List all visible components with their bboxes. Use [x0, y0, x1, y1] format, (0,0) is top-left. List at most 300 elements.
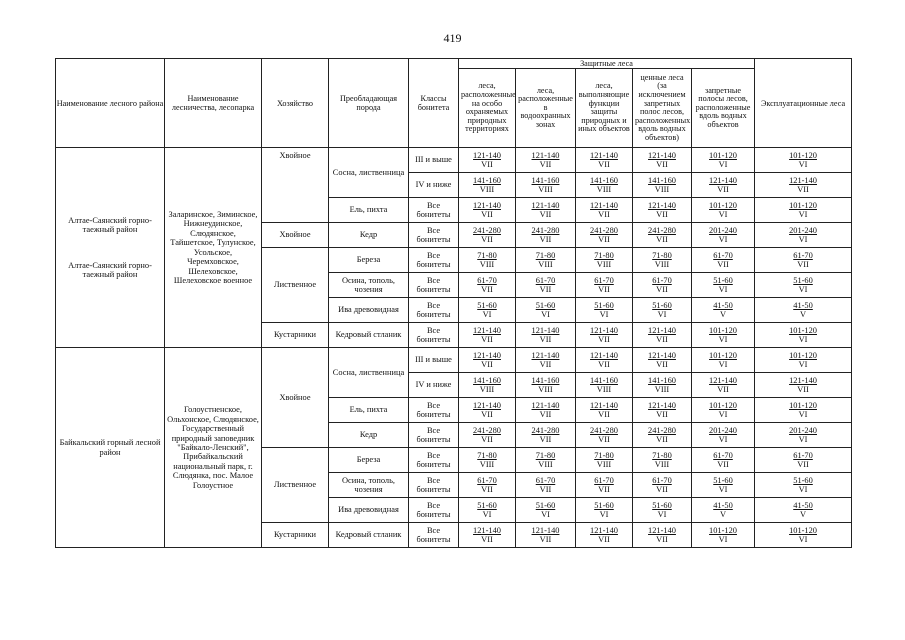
protective-value-cell — [516, 423, 576, 448]
age-range: 121-140 — [531, 400, 560, 410]
age-class: VII — [797, 185, 809, 195]
protective-value-cell — [633, 448, 692, 473]
protective-value-cell — [576, 473, 633, 498]
protective-value-cell — [459, 473, 516, 498]
age-range: 121-140 — [590, 350, 618, 360]
age-range: 241-280 — [473, 425, 501, 435]
age-range: 51-60 — [535, 300, 556, 310]
protective-value-cell — [459, 248, 516, 273]
age-class: VII — [481, 235, 493, 245]
age-range: 141-160 — [648, 175, 676, 185]
species-cell: Береза — [329, 248, 409, 273]
age-class: VI — [798, 410, 808, 420]
age-range: 61-70 — [535, 275, 556, 285]
species-cell: Осина, тополь, чозения — [329, 473, 409, 498]
age-class: VII — [481, 335, 493, 345]
species-cell: Кедровый стланик — [329, 523, 409, 548]
species-cell: Кедр — [329, 223, 409, 248]
age-class: V — [800, 510, 807, 520]
age-range: 141-160 — [531, 375, 560, 385]
exploitation-value-cell — [755, 448, 852, 473]
protective-value-cell — [633, 398, 692, 423]
age-class: V — [719, 310, 727, 320]
age-class: V — [719, 510, 727, 520]
protective-value-cell — [576, 198, 633, 223]
age-range: 101-120 — [789, 525, 817, 535]
protective-value-cell — [692, 273, 755, 298]
species-cell: Береза — [329, 448, 409, 473]
age-range: 61-70 — [713, 250, 733, 260]
age-class: VIII — [538, 460, 553, 470]
protective-value-cell — [459, 173, 516, 198]
age-class: VIII — [596, 260, 612, 270]
age-range: 201-240 — [789, 425, 817, 435]
age-range: 121-140 — [590, 150, 618, 160]
age-class: VII — [656, 235, 668, 245]
region-cell — [56, 148, 165, 348]
age-class: VIII — [538, 260, 553, 270]
age-class: VII — [656, 435, 668, 445]
age-class: VII — [598, 235, 610, 245]
age-range: 241-280 — [531, 225, 560, 235]
age-class: VII — [598, 410, 610, 420]
age-class: VI — [718, 535, 728, 545]
age-range: 71-80 — [477, 450, 497, 460]
exploitation-value-cell — [755, 373, 852, 398]
class-cell: Все бонитеты — [409, 273, 459, 298]
protective-value-cell — [576, 373, 633, 398]
age-range: 51-60 — [793, 275, 813, 285]
age-range: 121-140 — [590, 525, 618, 535]
age-range: 121-140 — [531, 150, 560, 160]
protective-value-cell — [692, 323, 755, 348]
class-cell: IV и ниже — [409, 173, 459, 198]
protective-value-cell — [692, 423, 755, 448]
header-species: Преобладающая порода — [329, 59, 409, 148]
class-cell: Все бонитеты — [409, 473, 459, 498]
age-class: VI — [599, 510, 609, 520]
age-range: 61-70 — [594, 475, 614, 485]
exploitation-value-cell — [755, 198, 852, 223]
forest-norms-table — [55, 58, 852, 548]
page-number: 419 — [443, 31, 462, 45]
exploitation-value-cell — [755, 523, 852, 548]
age-class: VI — [798, 535, 808, 545]
exploitation-value-cell — [755, 298, 852, 323]
protective-value-cell — [633, 423, 692, 448]
age-range: 121-140 — [590, 400, 618, 410]
class-cell: Все бонитеты — [409, 523, 459, 548]
age-range: 51-60 — [713, 275, 733, 285]
protective-value-cell — [692, 498, 755, 523]
protective-value-cell — [516, 348, 576, 373]
age-range: 101-120 — [709, 150, 737, 160]
protective-value-cell — [516, 398, 576, 423]
age-class: VI — [718, 210, 728, 220]
header-farm: Хозяйство — [262, 59, 329, 148]
age-class: VIII — [654, 185, 670, 195]
age-range: 101-120 — [789, 200, 817, 210]
age-class: VI — [718, 410, 728, 420]
age-range: 51-60 — [793, 475, 813, 485]
farm-cell: Лиственное — [262, 248, 329, 323]
class-cell: Все бонитеты — [409, 248, 459, 273]
protective-value-cell — [459, 298, 516, 323]
age-class: VIII — [479, 260, 495, 270]
age-range: 61-70 — [594, 275, 614, 285]
protective-value-cell — [633, 523, 692, 548]
age-class: VII — [481, 435, 493, 445]
age-range: 121-140 — [531, 350, 560, 360]
age-class: VII — [656, 210, 668, 220]
protective-value-cell — [633, 198, 692, 223]
species-cell: Ива древовидная — [329, 498, 409, 523]
protective-value-cell — [516, 223, 576, 248]
protective-value-cell — [633, 273, 692, 298]
age-class: VIII — [479, 385, 495, 395]
age-class: VII — [539, 410, 552, 420]
age-class: VII — [481, 210, 493, 220]
age-range: 61-70 — [652, 275, 672, 285]
forestry-list: Заларинское, Зиминское, Нижнеудинское, Слюдянское, Тайшетское, Тулунское, Усольское, Черемховское, Шелеховское, Шелеховское военное — [165, 148, 262, 348]
age-class: VI — [718, 360, 728, 370]
age-class: VII — [797, 460, 809, 470]
exploitation-value-cell — [755, 498, 852, 523]
exploitation-value-cell — [755, 248, 852, 273]
protective-value-cell — [576, 423, 633, 448]
age-range: 51-60 — [594, 300, 614, 310]
age-range: 201-240 — [709, 225, 737, 235]
region-cell — [56, 348, 165, 548]
age-class: VII — [598, 335, 610, 345]
age-range: 51-60 — [594, 500, 614, 510]
age-range: 241-280 — [590, 425, 618, 435]
age-range: 61-70 — [535, 475, 556, 485]
species-cell: Кедр — [329, 423, 409, 448]
protective-value-cell — [633, 148, 692, 173]
age-class: VII — [539, 360, 552, 370]
region-name: Байкальский горный лесной район — [59, 438, 161, 457]
exploitation-value-cell — [755, 473, 852, 498]
age-range: 241-280 — [590, 225, 618, 235]
age-range: 141-160 — [473, 375, 501, 385]
age-range: 121-140 — [648, 400, 676, 410]
class-cell: III и выше — [409, 148, 459, 173]
age-range: 121-140 — [473, 350, 501, 360]
age-class: VI — [657, 310, 667, 320]
section-baikal — [56, 348, 852, 548]
class-cell: Все бонитеты — [409, 448, 459, 473]
age-range: 51-60 — [535, 500, 556, 510]
age-class: VI — [718, 435, 728, 445]
age-class: VII — [598, 360, 610, 370]
age-range: 241-280 — [648, 225, 676, 235]
header-region: Наименование лесного района — [56, 59, 165, 148]
age-range: 51-60 — [652, 500, 672, 510]
class-cell: III и выше — [409, 348, 459, 373]
farm-cell: Хвойное — [262, 348, 329, 448]
age-class: VI — [798, 160, 808, 170]
age-class: VII — [598, 210, 610, 220]
age-range: 101-120 — [709, 525, 737, 535]
age-class: VI — [482, 510, 492, 520]
protective-value-cell — [633, 173, 692, 198]
exploitation-value-cell — [755, 223, 852, 248]
farm-cell: Кустарники — [262, 523, 329, 548]
age-class: VIII — [654, 385, 670, 395]
protective-value-cell — [633, 498, 692, 523]
age-class: VII — [598, 160, 610, 170]
age-class: VII — [481, 285, 493, 295]
age-range: 121-140 — [648, 200, 676, 210]
age-range: 121-140 — [590, 200, 618, 210]
age-class: VII — [539, 235, 552, 245]
age-range: 121-140 — [648, 325, 676, 335]
age-class: VII — [717, 385, 729, 395]
age-class: VI — [718, 285, 728, 295]
age-range: 141-160 — [590, 175, 618, 185]
age-range: 71-80 — [535, 450, 556, 460]
age-range: 141-160 — [648, 375, 676, 385]
age-class: VII — [481, 535, 493, 545]
age-class: VI — [798, 360, 808, 370]
class-cell: Все бонитеты — [409, 198, 459, 223]
protective-value-cell — [633, 323, 692, 348]
age-class: VII — [539, 285, 552, 295]
header-sub-water-zone: леса, расположенные в водоохранных зонах — [516, 69, 576, 148]
age-class: VII — [656, 335, 668, 345]
protective-value-cell — [576, 223, 633, 248]
age-range: 121-140 — [473, 200, 501, 210]
protective-value-cell — [633, 223, 692, 248]
species-cell: Сосна, лиственница — [329, 348, 409, 398]
farm-cell: Лиственное — [262, 448, 329, 523]
age-class: VII — [539, 485, 552, 495]
age-class: VI — [798, 235, 808, 245]
protective-value-cell — [692, 198, 755, 223]
protective-value-cell — [516, 173, 576, 198]
region-name: Алтае-Саянский горно-таежный район — [68, 215, 152, 235]
header-exploitation: Эксплуатационные леса — [755, 59, 852, 148]
age-range: 71-80 — [594, 450, 614, 460]
age-class: VII — [797, 385, 809, 395]
age-class: VII — [656, 160, 668, 170]
age-class: VII — [656, 285, 668, 295]
age-range: 71-80 — [652, 450, 672, 460]
age-range: 121-140 — [473, 400, 501, 410]
age-class: VI — [798, 210, 808, 220]
class-cell: Все бонитеты — [409, 223, 459, 248]
protective-value-cell — [576, 498, 633, 523]
exploitation-value-cell — [755, 273, 852, 298]
age-class: VI — [718, 160, 728, 170]
age-range: 71-80 — [477, 250, 497, 260]
protective-value-cell — [692, 398, 755, 423]
header-classes: Классы бонитета — [409, 59, 459, 148]
header-forestry: Наименование лесничества, лесопарка — [165, 59, 262, 148]
protective-value-cell — [459, 523, 516, 548]
age-range: 121-140 — [531, 325, 560, 335]
age-class: VII — [717, 460, 729, 470]
age-range: 71-80 — [535, 250, 556, 260]
age-class: VII — [656, 360, 668, 370]
protective-value-cell — [576, 248, 633, 273]
farm-cell: Хвойное — [262, 148, 329, 223]
protective-value-cell — [576, 173, 633, 198]
age-range: 41-50 — [713, 500, 733, 510]
exploitation-value-cell — [755, 423, 852, 448]
section-altai-sayan — [56, 148, 852, 348]
age-range: 61-70 — [477, 475, 497, 485]
age-class: VII — [539, 435, 552, 445]
header-sub-valuable: ценные леса (за исключением запретных полос лесов, расположенных вдоль водных объектов) — [633, 69, 692, 148]
protective-value-cell — [692, 298, 755, 323]
protective-value-cell — [633, 248, 692, 273]
age-range: 51-60 — [477, 500, 497, 510]
age-range: 121-140 — [648, 525, 676, 535]
protective-value-cell — [576, 348, 633, 373]
protective-value-cell — [576, 323, 633, 348]
age-class: VI — [599, 310, 609, 320]
age-range: 101-120 — [789, 325, 817, 335]
protective-value-cell — [633, 373, 692, 398]
age-range: 121-140 — [709, 375, 737, 385]
age-range: 121-140 — [473, 525, 501, 535]
age-range: 41-50 — [713, 300, 733, 310]
age-class: VIII — [654, 460, 670, 470]
protective-value-cell — [516, 148, 576, 173]
age-class: VI — [718, 335, 728, 345]
protective-value-cell — [459, 423, 516, 448]
protective-value-cell — [516, 373, 576, 398]
age-range: 61-70 — [793, 450, 813, 460]
age-range: 201-240 — [789, 225, 817, 235]
age-range: 51-60 — [477, 300, 497, 310]
protective-value-cell — [516, 473, 576, 498]
protective-value-cell — [459, 198, 516, 223]
age-range: 141-160 — [590, 375, 618, 385]
protective-value-cell — [459, 148, 516, 173]
age-class: VII — [539, 160, 552, 170]
protective-value-cell — [459, 348, 516, 373]
farm-cell: Кустарники — [262, 323, 329, 348]
age-class: VI — [718, 235, 728, 245]
age-class: VII — [539, 210, 552, 220]
age-class: VII — [598, 285, 610, 295]
farm-cell: Хвойное — [262, 223, 329, 248]
species-cell: Сосна, лиственница — [329, 148, 409, 198]
age-class: VIII — [596, 460, 612, 470]
age-range: 101-120 — [789, 150, 817, 160]
protective-value-cell — [692, 348, 755, 373]
age-range: 121-140 — [590, 325, 618, 335]
age-range: 101-120 — [709, 400, 737, 410]
protective-value-cell — [459, 223, 516, 248]
exploitation-value-cell — [755, 173, 852, 198]
species-cell: Кедровый стланик — [329, 323, 409, 348]
protective-value-cell — [692, 473, 755, 498]
age-range: 121-140 — [709, 175, 737, 185]
age-class: VI — [798, 485, 808, 495]
protective-value-cell — [516, 523, 576, 548]
age-class: VIII — [479, 185, 495, 195]
class-cell: Все бонитеты — [409, 423, 459, 448]
age-range: 121-140 — [473, 325, 501, 335]
age-range: 41-50 — [793, 500, 813, 510]
age-class: VII — [717, 260, 729, 270]
age-range: 241-280 — [473, 225, 501, 235]
exploitation-value-cell — [755, 148, 852, 173]
age-class: VII — [481, 410, 493, 420]
age-range: 121-140 — [531, 200, 560, 210]
protective-value-cell — [576, 523, 633, 548]
age-class: VII — [598, 535, 610, 545]
age-range: 61-70 — [713, 450, 733, 460]
protective-value-cell — [692, 173, 755, 198]
header-sub-oopt: леса, расположенные на особо охраняемых природных территориях — [459, 69, 516, 148]
age-class: VII — [539, 335, 552, 345]
age-range: 61-70 — [793, 250, 813, 260]
protective-value-cell — [516, 198, 576, 223]
age-range: 71-80 — [594, 250, 614, 260]
protective-value-cell — [576, 148, 633, 173]
age-class: VII — [797, 260, 809, 270]
age-range: 121-140 — [648, 350, 676, 360]
age-class: VIII — [479, 460, 495, 470]
age-range: 101-120 — [709, 200, 737, 210]
protective-value-cell — [576, 448, 633, 473]
age-range: 121-140 — [473, 150, 501, 160]
protective-value-cell — [576, 298, 633, 323]
age-class: VIII — [654, 260, 670, 270]
species-cell: Осина, тополь, чозения — [329, 273, 409, 298]
class-cell: Все бонитеты — [409, 323, 459, 348]
protective-value-cell — [459, 398, 516, 423]
region-name: Алтае-Саянский горно-таежный район — [68, 260, 152, 280]
age-range: 121-140 — [789, 375, 817, 385]
protective-value-cell — [633, 473, 692, 498]
age-class: VII — [656, 535, 668, 545]
age-range: 101-120 — [709, 350, 737, 360]
protective-value-cell — [516, 273, 576, 298]
forestry-list: Голоустненское, Ольхонское, Слюдянское, Государственный природный заповедник "Байкало-Ленский", Прибайкальский национальный парк, г. Слюдянка, пос. Малое Голоустное — [165, 348, 262, 548]
age-class: VIII — [538, 185, 553, 195]
age-class: VII — [598, 485, 610, 495]
age-class: VIII — [596, 185, 612, 195]
age-range: 101-120 — [709, 325, 737, 335]
protective-value-cell — [459, 323, 516, 348]
age-range: 71-80 — [652, 250, 672, 260]
class-cell: Все бонитеты — [409, 498, 459, 523]
age-class: VI — [657, 510, 667, 520]
protective-value-cell — [516, 448, 576, 473]
species-cell: Ель, пихта — [329, 398, 409, 423]
age-range: 141-160 — [531, 175, 560, 185]
header-sub-protection: леса, выполняющие функции защиты природных и иных объектов — [576, 69, 633, 148]
age-class: VII — [598, 435, 610, 445]
age-range: 61-70 — [477, 275, 497, 285]
age-class: VII — [717, 185, 729, 195]
age-class: VIII — [596, 385, 612, 395]
age-range: 121-140 — [789, 175, 817, 185]
age-range: 121-140 — [648, 150, 676, 160]
exploitation-value-cell — [755, 348, 852, 373]
age-range: 61-70 — [652, 475, 672, 485]
age-range: 51-60 — [713, 475, 733, 485]
protective-value-cell — [576, 398, 633, 423]
age-class: VII — [481, 360, 493, 370]
protective-value-cell — [459, 448, 516, 473]
